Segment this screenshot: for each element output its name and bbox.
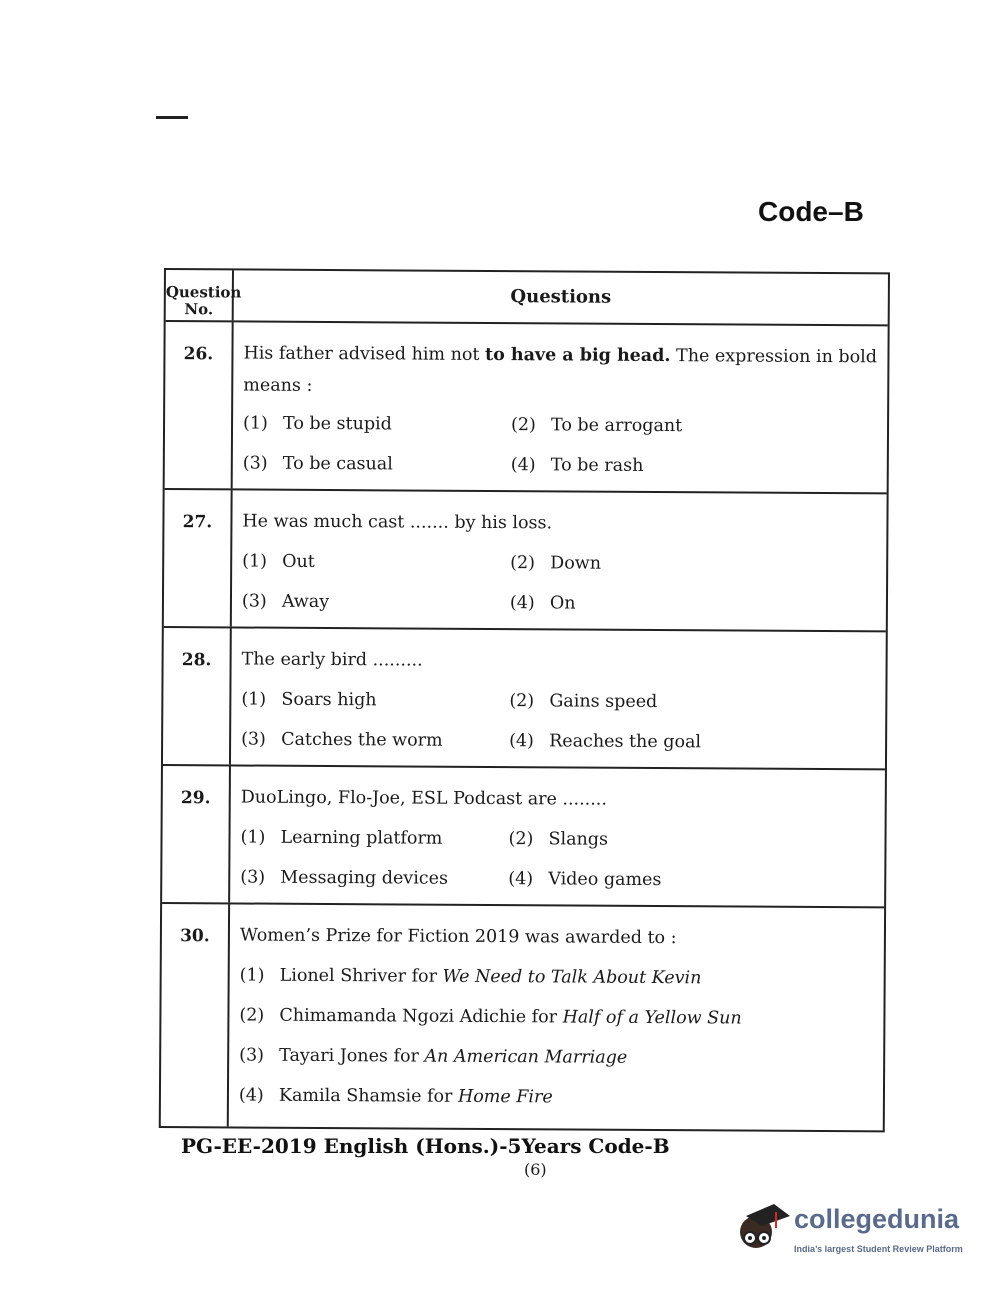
exam-footer: PG-EE-2019 English (Hons.)-5Years Code-B [181,1134,670,1158]
header-question-label: Question [165,283,242,302]
option-number: (3) [240,867,266,888]
option-4 [508,866,884,894]
option-number: (2) [509,691,535,712]
option-number: (4) [509,731,534,752]
question-no-header [165,270,242,320]
question-body [232,490,887,630]
option-3 [240,864,508,892]
question-number: 27. [164,490,233,626]
option-text: Reaches the goal [549,731,702,753]
option-2 [510,550,886,578]
option-text: Down [550,553,602,574]
option-number: (4) [510,455,536,476]
option-2 [239,1002,883,1032]
question-number: 28. [163,628,232,764]
options [243,410,887,480]
stem-text: The expression in bold [670,346,878,368]
table-header-row [166,270,888,326]
option-1 [243,410,511,438]
option-number: (2) [510,553,536,574]
question-row-30 [161,904,884,1130]
question-body [230,766,885,906]
book-title: An American Marriage [424,1046,628,1068]
option-text: Slangs [548,829,609,850]
option-text: Soars high [281,689,377,711]
option-4 [510,590,886,618]
option-text: Gains speed [549,691,658,713]
option-text: Catches the worm [281,729,443,751]
book-title: Half of a Yellow Sun [562,1007,742,1029]
option-4 [511,452,887,480]
stem-bold-text: to have a big head. [484,344,671,367]
option-3 [239,1042,883,1072]
option-text: Kamila Shamsie for [278,1085,459,1107]
options [240,824,884,894]
option-text: Away [281,591,330,613]
question-row-29 [162,766,885,908]
option-2 [508,826,884,854]
question-body [231,628,886,768]
header-no-label: No. [184,300,214,319]
option-number: (2) [510,415,536,436]
question-body [229,904,884,1130]
option-text: To be rash [550,455,644,476]
option-text: Learning platform [280,827,443,849]
option-number: (4) [509,593,535,614]
option-text: Messaging devices [280,867,449,889]
page-number: (6) [524,1160,547,1179]
option-number: (2) [239,1005,265,1026]
question-number: 30. [161,904,230,1126]
logo-wordmark: collegedunia [794,1204,960,1234]
option-4 [239,1082,883,1112]
option-number: (1) [242,551,268,572]
option-number: (1) [242,413,268,434]
collegedunia-logo [736,1196,966,1260]
option-text: Lionel Shriver for [279,965,443,987]
option-number: (1) [241,689,267,710]
paper-code: Code–B [758,196,864,227]
question-stem: He was much cast ....... by his loss. [242,511,553,534]
question-body [233,322,888,492]
option-3 [241,726,509,754]
option-1 [240,962,884,992]
question-number: 29. [162,766,231,902]
option-4 [509,728,885,756]
option-number: (4) [238,1085,264,1106]
options [241,686,885,756]
option-text: Tayari Jones for [279,1045,425,1067]
option-text: On [549,593,576,614]
option-number: (3) [241,729,266,750]
option-2 [511,412,887,440]
mascot-icon [736,1196,794,1256]
option-text: To be casual [282,453,393,475]
option-3 [243,450,511,478]
option-3 [242,588,510,616]
question-stem [243,340,887,370]
question-row-26 [165,322,888,494]
option-number: (3) [241,591,267,612]
options [242,548,886,618]
option-number: (3) [242,453,268,474]
option-number: (1) [239,965,265,986]
question-number: 26. [165,322,234,488]
question-stem: DuoLingo, Flo-Joe, ESL Podcast are ........ [240,787,608,810]
option-1 [242,548,510,576]
question-row-28 [163,628,886,770]
stem-text: His father advised him not [243,343,486,365]
logo-tagline: India’s largest Student Review Platform [794,1244,963,1254]
questions-header: Questions [510,286,612,308]
question-stem: Women’s Prize for Fiction 2019 was awarded to : [239,925,677,949]
question-stem: The early bird ......... [241,649,423,671]
option-2 [509,688,885,716]
option-text: Video games [548,869,662,891]
scan-mark [156,116,188,119]
option-text: Out [282,551,315,572]
option-1 [240,824,508,852]
question-table [159,268,890,1132]
book-title: We Need to Talk About Kevin [442,966,702,989]
option-text: To be arrogant [550,415,683,437]
option-text: To be stupid [282,413,392,435]
question-row-27 [164,490,887,632]
option-number: (3) [239,1045,265,1066]
option-number: (2) [508,829,534,850]
option-1 [241,686,509,714]
option-number: (1) [240,827,266,848]
option-number: (4) [508,869,534,890]
option-text: Chimamanda Ngozi Adichie for [279,1005,563,1028]
book-title: Home Fire [457,1086,553,1108]
stem-continuation: means : [243,375,313,396]
